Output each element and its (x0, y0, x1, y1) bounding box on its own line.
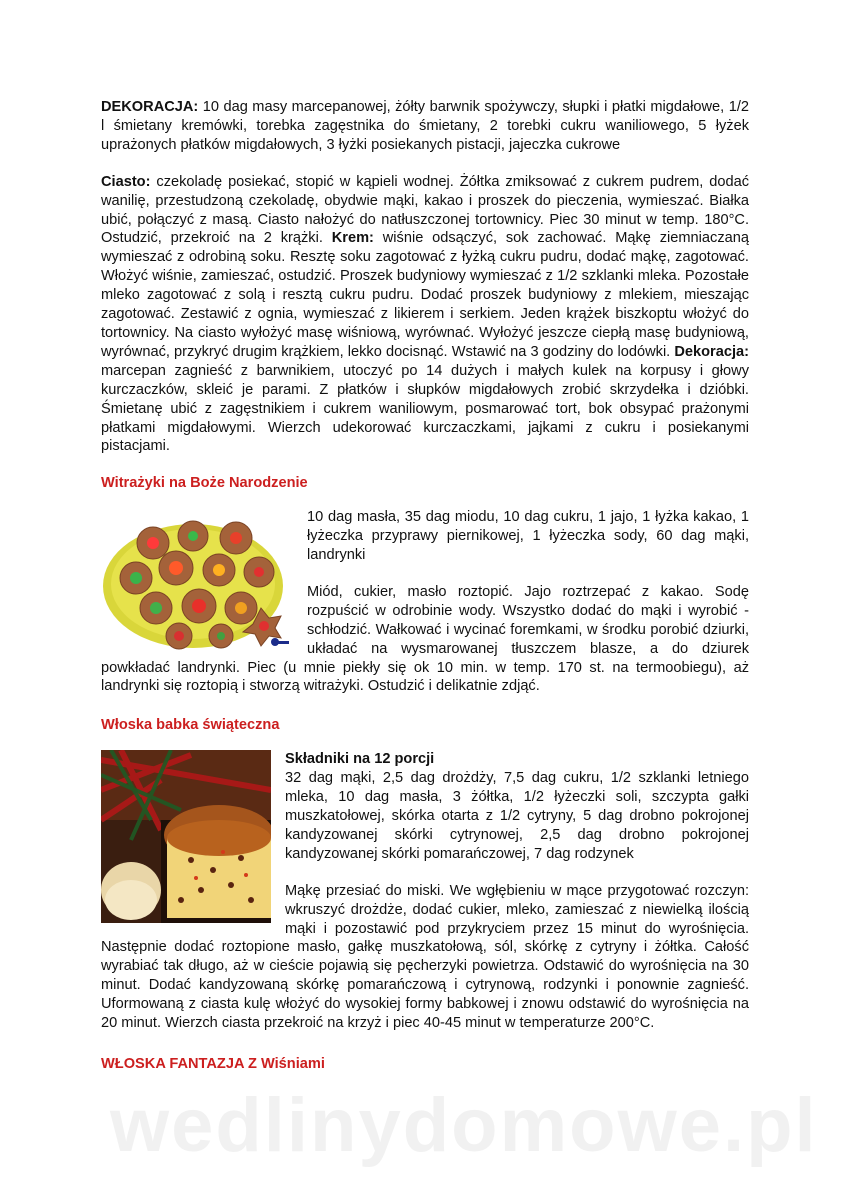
cookies-photo (101, 508, 293, 653)
babka-method: Mąkę przesiać do miski. We wgłębieniu w mące przygotować rozczyn: wkruszyć drożdże, dodać cukier, mleko, zamieszać z niewielką ilością mąki i pozostawić pod przykryciem przez 15 minut do wyrośnięcia. Następnie dodać roztopione masło, gałkę muszkatołową, sól, skórkę z cytryny i żółtka. Całość wyrabiać tak długo, aż w cieście pojawią się pęcherzyki powietrza. Odstawić do wyrośnięcia na 30 minut. Dodać kandyzowaną skórkę pomarańczową i cytrynową, rodzynki i ponownie zagnieść. Uformowaną z ciasta kulę włożyć do wysokiej formy babkowej i znowu odstawić do wyrośnięcia na 20 minut. Wierzch ciasta przekroić na krzyż i piec 40-45 minut w temperaturze 200°C. (101, 882, 749, 1032)
decoration-step-text: marcepan zagnieść z barwnikiem, utoczyć po 14 dużych i małych kulek na korpusy i głowy kurczaczków, skleić je parami. Z płatków i słupków migdałowych zrobić skrzydełka i dzióbki. Śmietanę ubić z zagęstnikiem i cukrem waniliowym, posmarować tort, bok obsypać prażonymi płatkami migdałowymi. Wierzch udekorować kurczaczkami, jajkami z cukru i posiekanymi pistacjami. (101, 362, 749, 455)
recipe-witrazyki (101, 508, 749, 714)
recipe-babka (101, 750, 749, 1051)
document-page (101, 98, 749, 1089)
cake-method-paragraph (101, 173, 749, 457)
babka-ingredients: 32 dag mąki, 2,5 dag drożdży, 7,5 dag cukru, 1/2 szklanki letniego mleka, 10 dag masła, 3 żółtka, 1/2 łyżeczki soli, szczypta gałki muszkatołowej, skórka otarta z 1/2 cytryny, 5 dag drobno pokrojonej kandyzowanej skórki cytrynowej, 2,5 dag drobno pokrojonej kandyzowanej skórki pomarańczowej, 7 dag rodzynek (285, 770, 749, 862)
panettone-photo (101, 750, 271, 923)
cream-text: wiśnie odsączyć, sok zachować. Mąkę ziemniaczaną wymieszać z odrobiną soku. Resztę soku zagotować z łyżką cukru pudru, dodać mąkę, zagotować. Włożyć wiśnie, zamieszać, ostudzić. Proszek budyniowy wymieszać z 1/2 szklanki mleka. Pozostałe mleko zagotować z solą i resztą cukru pudru. Dodać proszek budyniowy z mlekiem, mieszając zagotować. Zestawić z ognia, wymieszać z likierem i serkiem. Jeden krążek biszkoptu włożyć do tortownicy. Na ciasto wyłożyć masę wiśniową, wyrównać. Wyłożyć jeszcze ciepłą masę budyniową, wyrównać, przykryć drugim krążkiem, lekko docisnąć. Wstawić na 3 godziny do lodówki. (101, 230, 749, 360)
decoration-paragraph (101, 98, 749, 155)
witrazyki-method: Miód, cukier, masło roztopić. Jajo roztrzepać z kakao. Sodę rozpuścić w odrobinie wody. Wszystko dodać do mąki i wyrobić - schłodzić. Wałkować i wycinać foremkami, w środku porobić dziurki, układać na wysmarowanej tłuszczem blasze, a do dziurek powkładać landrynki. Piec (u mnie piekły się ok 10 min. w temp. 170 st. na termoobiegu), aż landrynki się roztopią i stworzą witrażyki. Ostudzić i delikatnie zdjąć. (101, 583, 749, 695)
witrazyki-ingredients: 10 dag masła, 35 dag miodu, 10 dag cukru, 1 jajo, 1 łyżka kakao, 1 łyżeczka przyprawy piernikowej, 1 łyżeczka sody, 60 dag mąki, landrynki (307, 509, 749, 564)
recipe-title-babka: Włoska babka świąteczna (101, 717, 280, 734)
recipe-title-witrazyki: Witrażyki na Boże Narodzenie (101, 475, 308, 492)
decoration-step-label: Dekoracja: (674, 343, 749, 360)
babka-servings-heading: Składniki na 12 porcji (285, 751, 435, 768)
cream-label: Krem: (331, 230, 374, 247)
dough-text: czekoladę posiekać, stopić w kąpieli wodnej. Żółtka zmiksować z cukrem pudrem, dodać wanilię, przestudzoną czekoladę, obydwie mąki, kakao i proszek do pieczenia, wymieszać. Białka ubić, połączyć z masą. Ciasto nałożyć do natłuszczonej tortownicy. Piec 30 minut w temp. 180°C. Ostudzić, przekroić na 2 krążki. (101, 173, 749, 247)
dough-label: Ciasto: (101, 173, 151, 190)
decoration-text: 10 dag masy marcepanowej, żółty barwnik spożywczy, słupki i płatki migdałowe, 1/2 l śmietany kremówki, torebka zagęstnika do śmietany, 2 torebki cukru waniliowego, 5 łyżek uprażonych płatków migdałowych, 3 łyżki posiekanych pistacji, jajeczka cukrowe (101, 99, 749, 153)
recipe-title-fantazja: WŁOSKA FANTAZJA Z Wiśniami (101, 1055, 325, 1072)
watermark: wedlinydomowe.pl (110, 1083, 818, 1168)
decoration-label: DEKORACJA: (101, 99, 199, 115)
